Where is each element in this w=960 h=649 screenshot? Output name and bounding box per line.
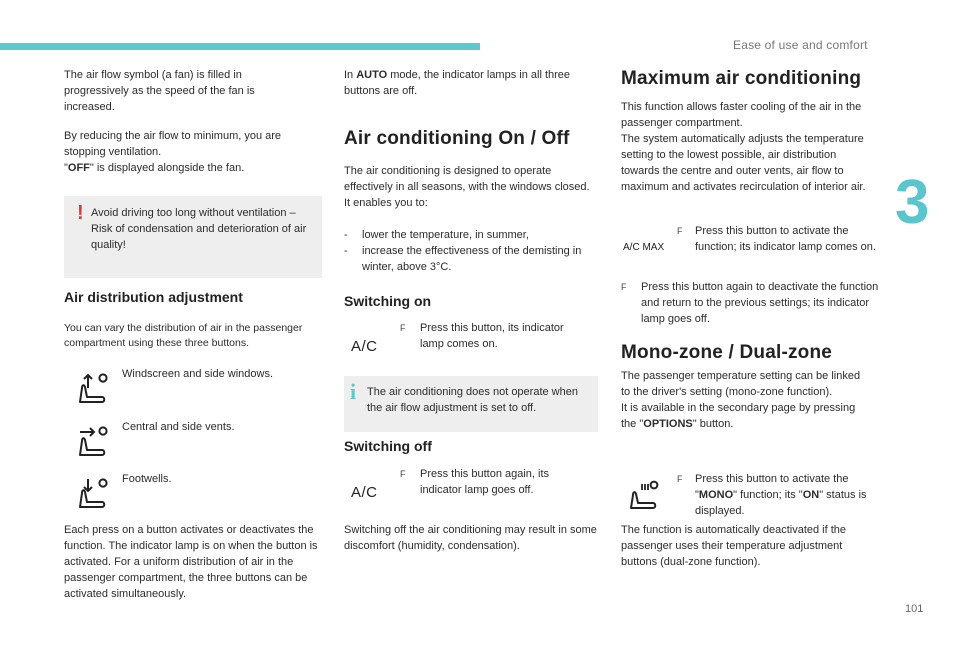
page-number: 101 <box>905 603 924 615</box>
max-activate-text: Press this button to activate the function; its indicator lamp comes on. <box>695 225 876 253</box>
list-item <box>344 243 599 275</box>
ac-button-label-off: A/C <box>351 484 378 501</box>
central-vents-icon <box>74 423 110 459</box>
quote-open: " <box>64 162 68 174</box>
ac-intro-text: The air conditioning is designed to operate effectively in all seasons, with the windows closed. <box>344 165 590 193</box>
ac-closing: Switching off the air conditioning may result in some discomfort (humidity, condensation). <box>344 524 597 552</box>
auto-prefix: In <box>344 69 357 81</box>
off-suffix: " is displayed alongside the fan. <box>89 162 245 174</box>
ac-max-button-label: A/C MAX <box>623 242 665 253</box>
list-dash: - <box>344 245 348 257</box>
max-deactivate-text: Press this button again to deactivate the function and return to the previous settings; its indicator lamp goes off. <box>641 281 879 325</box>
mono-zone-intro-text: The passenger temperature setting can be linked to the driver's setting (mono-zone function). <box>621 370 861 398</box>
auto-suffix: mode, the indicator lamps in all three buttons are off. <box>344 69 571 97</box>
on-keyword: ON <box>802 489 820 501</box>
max-ac-heading: Maximum air conditioning <box>621 68 862 89</box>
fan-paragraph: The air flow symbol (a fan) is filled in progressively as the speed of the fan is increased. <box>64 69 255 113</box>
ac-heading: Air conditioning On / Off <box>344 128 570 149</box>
switching-off-heading: Switching off <box>344 438 432 454</box>
switching-on-heading: Switching on <box>344 293 432 309</box>
max-ac-intro <box>621 99 876 195</box>
ac-intro <box>344 163 594 211</box>
distribution-heading: Air distribution adjustment <box>64 289 243 305</box>
ac-item-2: increase the effectiveness of the demisting in winter, above 3°C. <box>362 245 582 273</box>
bullet-icon: F <box>677 226 683 236</box>
switching-off-instruction <box>400 466 590 498</box>
mono-activate-text <box>695 471 877 519</box>
options-keyword: OPTIONS <box>643 418 693 430</box>
option-footwells: Footwells. <box>122 473 172 485</box>
max-ac-detail: The system automatically adjusts the temperature setting to the lowest possible, air distribution towards the centre and outer vents, air flow to maximum and activates recirculation of interior air. <box>621 133 866 193</box>
switching-on-instruction <box>400 320 590 352</box>
mono-activate-suffix: " status is displayed. <box>695 489 867 517</box>
mono-activate-prefix: Press this button to activate the " <box>695 473 849 501</box>
switching-on-text: Press this button, its indicator lamp comes on. <box>420 322 564 350</box>
chapter-number: 3 <box>895 168 930 237</box>
max-deactivate-instruction <box>621 279 879 327</box>
warning-text: Avoid driving too long without ventilation – Risk of condensation and deterioration of air quality! <box>91 207 307 251</box>
auto-keyword: AUTO <box>356 69 388 81</box>
list-item <box>344 227 599 243</box>
mono-zone-icon <box>625 478 661 512</box>
ventilation-text: By reducing the air flow to minimum, you are stopping ventilation. <box>64 130 282 158</box>
bullet-icon: F <box>400 323 406 333</box>
option-windscreen: Windscreen and side windows. <box>122 368 274 380</box>
distribution-closing: Each press on a button activates or deactivates the function. The indicator lamp is on when the button is activated. For a uniform distribution of air in the passenger compartment, the three buttons can be activated simultaneously. <box>64 524 318 600</box>
windscreen-icon <box>74 370 110 406</box>
mono-activate-mid: " function; its " <box>733 489 803 501</box>
distribution-intro: You can vary the distribution of air in the passenger compartment using these three buttons. <box>64 322 303 349</box>
bullet-icon: F <box>400 469 406 479</box>
ac-item-1: lower the temperature, in summer, <box>362 229 529 241</box>
info-text: The air conditioning does not operate when the air flow adjustment is set to off. <box>367 386 578 414</box>
mono-zone-intro <box>621 368 861 432</box>
mono-secondary-suffix: " button. <box>692 418 734 430</box>
bullet-icon: F <box>677 474 683 484</box>
mono-zone-heading: Mono-zone / Dual-zone <box>621 342 833 363</box>
max-activate-instruction <box>677 223 877 255</box>
warning-icon: ! <box>77 202 84 224</box>
option-vents: Central and side vents. <box>122 421 235 433</box>
footwell-icon <box>74 475 110 511</box>
mono-activate-instruction <box>677 471 877 519</box>
top-accent-bar <box>0 43 480 50</box>
bullet-icon: F <box>621 282 627 292</box>
list-dash: - <box>344 229 348 241</box>
section-title: Ease of use and comfort <box>733 38 868 52</box>
off-keyword: OFF <box>67 162 90 174</box>
ventilation-paragraph <box>64 128 314 176</box>
mono-secondary-prefix: It is available in the secondary page by pressing the " <box>621 402 856 430</box>
ac-button-label: A/C <box>351 338 378 355</box>
info-icon: i <box>350 379 357 404</box>
mono-closing: The function is automatically deactivated if the passenger uses their temperature adjustment buttons (dual-zone function). <box>621 524 847 568</box>
max-ac-intro-text: This function allows faster cooling of the air in the passenger compartment. <box>621 101 862 129</box>
ac-list <box>344 227 599 275</box>
auto-paragraph <box>344 67 599 99</box>
mono-keyword: MONO <box>698 489 734 501</box>
switching-off-text: Press this button again, its indicator lamp goes off. <box>420 468 550 496</box>
ac-enables: It enables you to: <box>344 197 428 209</box>
